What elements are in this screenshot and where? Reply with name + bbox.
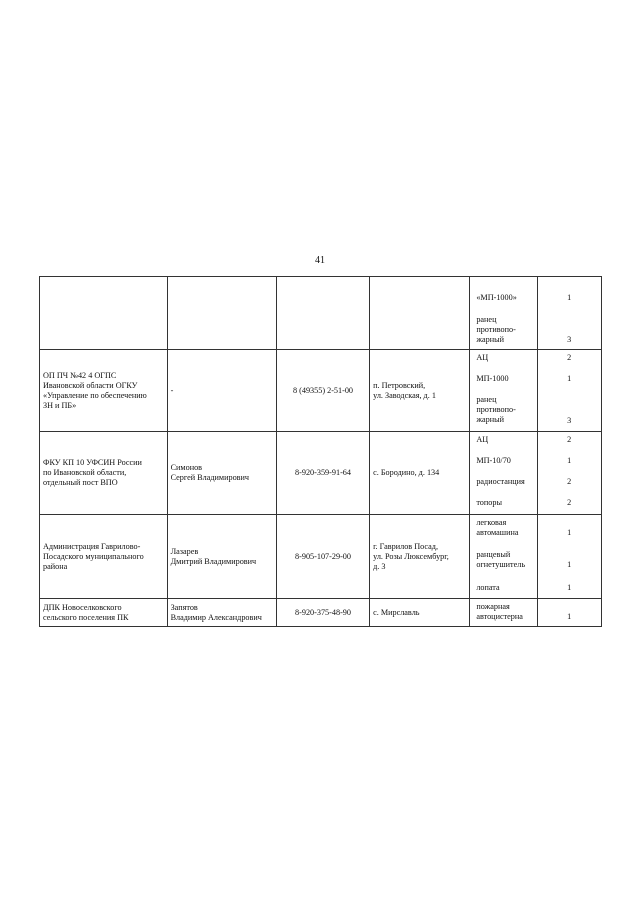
quantity-item: 3: [567, 335, 572, 344]
phone-cell: 8-920-359-91-64: [276, 432, 369, 515]
phone-cell: 8 (49355) 2-51-00: [276, 350, 369, 432]
quantity-item: 1: [567, 293, 572, 302]
equipment-cell: [470, 350, 538, 432]
equipment-item: ранец противопо- жарный: [476, 315, 516, 344]
table-row: [40, 599, 602, 627]
quantity-item: 1: [567, 612, 572, 621]
quantity-cell: [538, 350, 602, 432]
phone-cell: 8-905-107-29-00: [276, 515, 369, 599]
org-name-cell: ФКУ КП 10 УФСИН России по Ивановской области, отдельный пост ВПО: [40, 432, 168, 515]
quantity-item: 3: [567, 416, 572, 425]
equipment-item: АЦ: [476, 435, 489, 444]
quantity-cell: [538, 432, 602, 515]
equipment-cell: [470, 515, 538, 599]
equipment-item: ранец противопо- жарный: [476, 395, 516, 424]
table-row: [40, 277, 602, 350]
quantity-item: 2: [567, 477, 572, 486]
equipment-item: «МП-1000»: [476, 293, 517, 302]
address-cell: [370, 277, 470, 350]
quantity-cell: [538, 599, 602, 627]
equipment-item: легковая автомашина: [476, 518, 519, 537]
quantity-item: 1: [567, 528, 572, 537]
equipment-item: МП-10/70: [476, 456, 511, 465]
org-name-cell: [40, 277, 168, 350]
address-cell: с. Бородино, д. 134: [370, 432, 470, 515]
address-cell: п. Петровский, ул. Заводская, д. 1: [370, 350, 470, 432]
page-number: 41: [315, 255, 325, 266]
table-row: [40, 350, 602, 432]
table-row: [40, 432, 602, 515]
address-cell: г. Гаврилов Посад, ул. Розы Люксембург, д. 3: [370, 515, 470, 599]
head-cell: Симонов Сергей Владимирович: [167, 432, 276, 515]
org-name-cell: Администрация Гаврилово- Посадского муниципального района: [40, 515, 168, 599]
equipment-cell: [470, 432, 538, 515]
equipment-cell: [470, 277, 538, 350]
resources-table: [39, 276, 602, 627]
quantity-item: 1: [567, 583, 572, 592]
quantity-cell: [538, 277, 602, 350]
equipment-cell: [470, 599, 538, 627]
quantity-cell: [538, 515, 602, 599]
equipment-item: ранцевый огнетушитель: [476, 550, 526, 569]
phone-cell: [276, 277, 369, 350]
head-cell: Лазарев Дмитрий Владимирович: [167, 515, 276, 599]
table-row: [40, 515, 602, 599]
quantity-item: 1: [567, 374, 572, 383]
org-name-cell: ОП ПЧ №42 4 ОГПС Ивановской области ОГКУ «Управление по обеспечению ЗН и ПБ»: [40, 350, 168, 432]
address-cell: с. Мирславль: [370, 599, 470, 627]
head-cell: Запятов Владимир Александрович: [167, 599, 276, 627]
org-name-cell: ДПК Новоселковского сельского поселения ПК: [40, 599, 168, 627]
head-cell: -: [167, 350, 276, 432]
quantity-item: 2: [567, 498, 572, 507]
phone-cell: 8-920-375-48-90: [276, 599, 369, 627]
equipment-item: радиостанция: [476, 477, 525, 486]
quantity-item: 1: [567, 560, 572, 569]
quantity-item: 2: [567, 353, 572, 362]
equipment-item: лопата: [476, 583, 500, 592]
equipment-item: пожарная автоцистерна: [476, 602, 523, 621]
equipment-item: АЦ: [476, 353, 489, 362]
quantity-item: 2: [567, 435, 572, 444]
quantity-item: 1: [567, 456, 572, 465]
head-cell: [167, 277, 276, 350]
equipment-item: топоры: [476, 498, 502, 507]
equipment-item: МП-1000: [476, 374, 509, 383]
